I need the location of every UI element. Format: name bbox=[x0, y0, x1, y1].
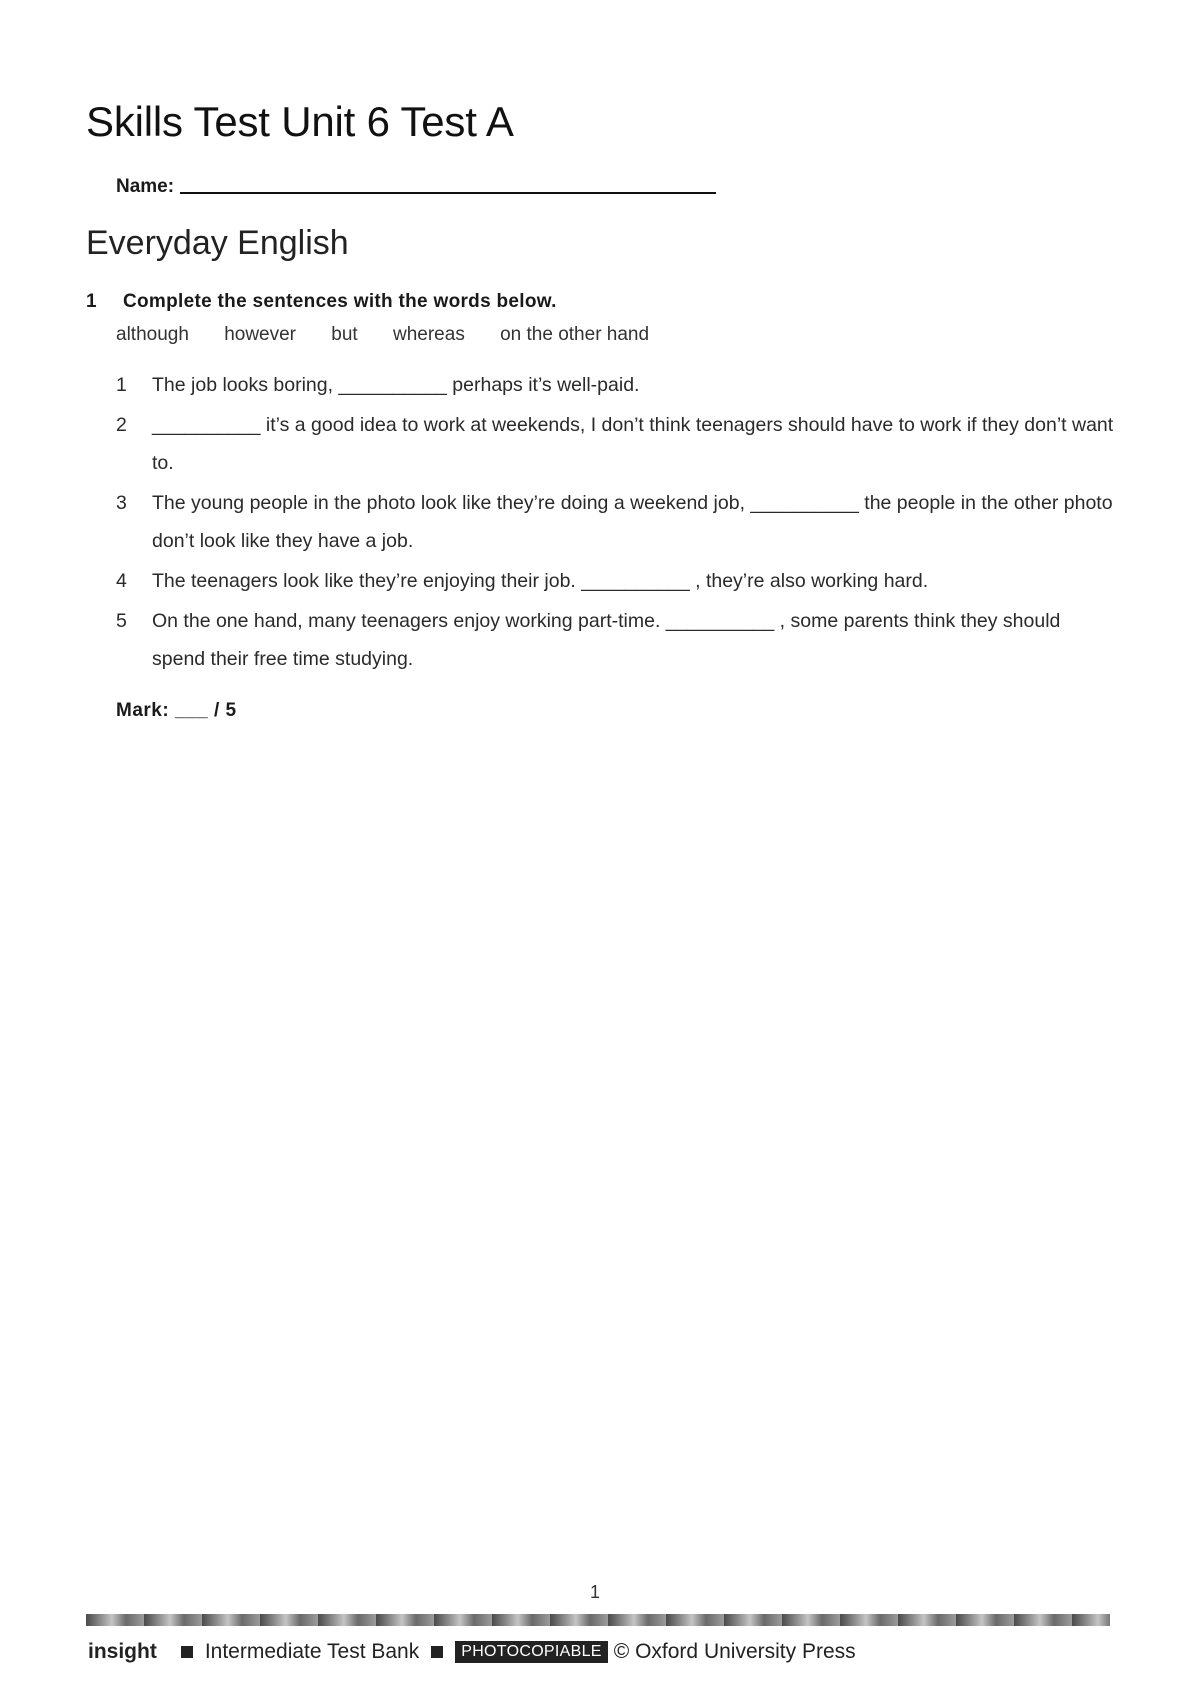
item-number: 2 bbox=[116, 414, 127, 436]
instruction-text: Complete the sentences with the words below. bbox=[123, 291, 557, 312]
square-bullet-icon bbox=[431, 1646, 443, 1658]
photocopiable-badge: PHOTOCOPIABLE bbox=[455, 1641, 608, 1663]
word-bank-item: whereas bbox=[393, 324, 465, 345]
item-text: __________ it’s a good idea to work at weekends, I don’t think teenagers should have to work if they don’t want to. bbox=[152, 414, 1114, 474]
name-field-row bbox=[116, 176, 716, 198]
list-item bbox=[116, 484, 1116, 560]
brand-logo: insight bbox=[88, 1640, 157, 1663]
item-number: 4 bbox=[116, 570, 127, 592]
item-number: 1 bbox=[116, 374, 127, 396]
item-text: The job looks boring, __________ perhaps it’s well-paid. bbox=[152, 374, 640, 396]
word-bank bbox=[116, 324, 679, 346]
section-title: Everyday English bbox=[86, 224, 349, 262]
footer-decorative-band bbox=[86, 1614, 1110, 1626]
word-bank-item: however bbox=[224, 324, 297, 345]
list-item bbox=[116, 366, 1116, 404]
mark-score: Mark: ___ / 5 bbox=[116, 700, 237, 721]
exercise-items bbox=[116, 366, 1116, 680]
footer bbox=[88, 1640, 856, 1664]
exercise-number: 1 bbox=[86, 291, 97, 312]
item-number: 5 bbox=[116, 610, 127, 632]
page-number: 1 bbox=[590, 1582, 601, 1602]
item-text: The teenagers look like they’re enjoying their job. __________ , they’re also working hard. bbox=[152, 570, 929, 592]
item-text: On the one hand, many teenagers enjoy working part-time. __________ , some parents think they should spend their free time studying. bbox=[152, 610, 1061, 670]
name-blank-line bbox=[180, 178, 716, 194]
copyright-text: © Oxford University Press bbox=[613, 1640, 856, 1663]
list-item bbox=[116, 602, 1116, 678]
word-bank-item: but bbox=[331, 324, 358, 345]
item-number: 3 bbox=[116, 492, 127, 514]
item-text: The young people in the photo look like they’re doing a weekend job, __________ the people in the other photo don’t look like they have a job. bbox=[152, 492, 1113, 552]
exercise-instruction bbox=[86, 291, 557, 313]
word-bank-item: on the other hand bbox=[500, 324, 650, 345]
list-item bbox=[116, 562, 1116, 600]
square-bullet-icon bbox=[181, 1646, 193, 1658]
word-bank-item: although bbox=[116, 324, 189, 345]
list-item bbox=[116, 406, 1116, 482]
test-bank-label: Intermediate Test Bank bbox=[204, 1640, 420, 1663]
page-title: Skills Test Unit 6 Test A bbox=[86, 98, 514, 145]
name-label: Name: bbox=[116, 176, 175, 197]
